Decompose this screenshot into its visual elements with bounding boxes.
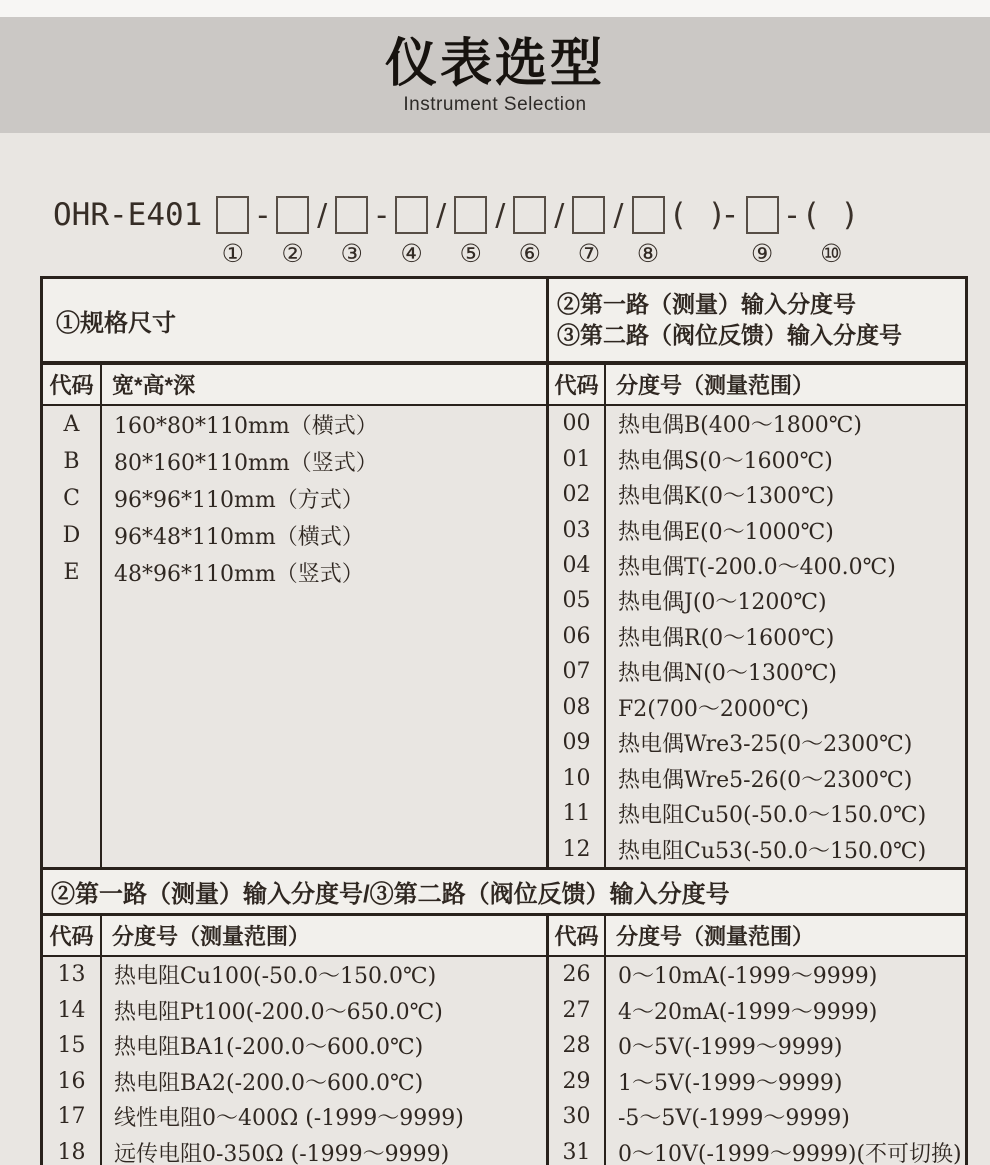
circled-number-label: ⑦ <box>577 239 601 268</box>
division-desc-cell: 热电阻BA1(-200.0～600.0℃) <box>114 1035 424 1061</box>
circled-number-label: ③ <box>340 239 363 268</box>
separator-glyph: / <box>436 197 447 233</box>
model-prefix-item <box>53 190 202 268</box>
division-desc-cell: 热电阻Cu53(-50.0～150.0℃) <box>618 838 927 864</box>
size-desc-cell: 160*80*110mm（横式） <box>114 414 378 439</box>
model-separator-item <box>257 190 268 268</box>
division-code-cell: 14 <box>57 997 86 1023</box>
model-separator-item <box>673 190 738 268</box>
division-code-cell: 31 <box>562 1139 591 1165</box>
division-code-cell: 17 <box>57 1104 86 1130</box>
model-number: OHR-E401 <box>53 197 203 233</box>
division-desc-cell: 热电偶T(-200.0～400.0℃) <box>618 555 896 581</box>
division-code-cell: 11 <box>562 801 591 827</box>
model-seq-top <box>613 190 623 240</box>
model-field-box-item <box>216 190 249 268</box>
separator-glyph: ( ) <box>805 197 858 233</box>
model-seq-top <box>276 190 309 240</box>
model-seq-top <box>787 190 798 240</box>
model-separator-item <box>613 190 623 268</box>
model-code-line <box>53 190 861 268</box>
division-code-cell: 15 <box>57 1033 86 1059</box>
table2-left-code-column <box>43 957 100 1165</box>
division-code-cell: 00 <box>562 411 591 437</box>
division-desc-cell: 远传电阻0-350Ω (-1999～9999) <box>114 1141 450 1165</box>
division-desc-cell: 0～10mA(-1999～9999) <box>618 964 878 990</box>
field-box <box>335 196 368 234</box>
table2-subheader-row <box>43 916 965 957</box>
division-desc-cell: 热电阻Pt100(-200.0～650.0℃) <box>114 999 443 1025</box>
table1-size-code-column <box>43 406 100 867</box>
division-desc-cell: 4～20mA(-1999～9999) <box>618 999 878 1025</box>
size-desc-cell: 80*160*110mm（竖式） <box>114 451 378 476</box>
separator-glyph: - <box>376 197 388 233</box>
circled-number-label: ⑩ <box>820 239 843 268</box>
model-seq-top <box>257 190 268 240</box>
title-banner <box>0 17 990 133</box>
size-desc-cell: 96*96*110mm（方式） <box>114 488 364 513</box>
separator-glyph: / <box>554 197 565 233</box>
model-field-box-item <box>632 190 665 268</box>
table2-header-text: ②第一路（测量）输入分度号/③第二路（阀位反馈）输入分度号 <box>51 881 730 908</box>
separator-glyph: / <box>613 197 624 233</box>
model-seq-top <box>335 190 368 240</box>
model-field-box-item <box>572 190 605 268</box>
division-code-cell: 29 <box>562 1068 591 1094</box>
division-desc-cell: 热电偶N(0～1300℃) <box>618 661 838 687</box>
division-code-cell: 03 <box>562 517 591 543</box>
model-seq-top <box>376 190 387 240</box>
division-desc-cell: 热电阻Cu50(-50.0～150.0℃) <box>618 803 927 829</box>
model-separator-item <box>787 190 798 268</box>
division-desc-cell: 热电偶Wre5-26(0～2300℃) <box>618 767 913 793</box>
size-code-cell: C <box>63 486 80 511</box>
model-seq-top <box>805 190 857 240</box>
division-desc-cell: 热电偶R(0～1600℃) <box>618 625 835 651</box>
division-code-cell: 07 <box>562 659 591 685</box>
model-separator-item <box>436 190 446 268</box>
model-seq-top <box>513 190 546 240</box>
model-field-box-item <box>335 190 368 268</box>
division-desc-cell: 热电偶E(0～1000℃) <box>618 519 834 545</box>
division-code-cell: 16 <box>57 1068 86 1094</box>
division-code-cell: 26 <box>562 962 591 988</box>
size-code-cell: E <box>63 560 80 585</box>
model-seq-top <box>554 190 564 240</box>
input-division-header-line2: ③第二路（阀位反馈）输入分度号 <box>557 322 902 348</box>
division-code-cell: 01 <box>562 446 591 472</box>
division-code-cell: 28 <box>562 1033 591 1059</box>
division-desc-cell: 热电偶S(0～1600℃) <box>618 448 833 474</box>
model-seq-top <box>317 190 327 240</box>
selection-table <box>40 276 968 1165</box>
field-box <box>632 196 665 234</box>
model-seq-top <box>495 190 505 240</box>
division-desc-cell: 热电阻BA2(-200.0～600.0℃) <box>114 1070 424 1096</box>
size-code-cell: B <box>63 449 80 474</box>
size-desc-cell: 96*48*110mm（横式） <box>114 525 364 550</box>
table2-range2-col-header: 分度号（测量范围） <box>604 916 965 955</box>
table2-range-col-header: 分度号（测量范围） <box>100 916 546 955</box>
circled-number-label: ⑨ <box>750 239 774 268</box>
division-code-cell: 06 <box>562 623 591 649</box>
model-field-box-item <box>513 190 546 268</box>
division-code-cell: 12 <box>562 836 591 862</box>
field-box <box>572 196 605 234</box>
division-code-cell: 10 <box>562 765 591 791</box>
division-code-cell: 09 <box>562 730 591 756</box>
division-code-cell: 27 <box>562 997 591 1023</box>
page-subtitle: Instrument Selection <box>403 93 587 115</box>
model-seq-top <box>746 190 779 240</box>
separator-glyph: - <box>257 197 269 233</box>
division-code-cell: 05 <box>562 588 591 614</box>
separator-glyph: - <box>786 197 798 233</box>
model-field-box-item <box>395 190 428 268</box>
model-field-box-item <box>746 190 779 268</box>
division-desc-cell: 热电偶J(0～1200℃) <box>618 590 827 616</box>
size-code-cell: A <box>63 412 80 437</box>
table1-division-code-column <box>546 406 604 867</box>
division-desc-cell: 热电阻Cu100(-50.0～150.0℃) <box>114 964 437 990</box>
model-separator-item <box>495 190 505 268</box>
spec-size-header: ①规格尺寸 <box>56 309 176 337</box>
division-desc-cell: 0～10V(-1999～9999)(不可切换) <box>618 1141 962 1165</box>
field-box <box>513 196 546 234</box>
model-seq-top <box>216 190 249 240</box>
table1-code2-col-header: 代码 <box>546 365 604 404</box>
model-seq-top <box>632 190 665 240</box>
separator-glyph: / <box>317 197 328 233</box>
circled-number-label: ① <box>221 239 245 268</box>
size-desc-cell: 48*96*110mm（竖式） <box>114 562 364 587</box>
division-code-cell: 04 <box>562 553 591 579</box>
circled-number-label: ⑤ <box>459 239 482 268</box>
table1-size-col-header: 宽*高*深 <box>100 365 546 404</box>
circled-number-label: ⑧ <box>636 239 660 268</box>
circled-number-label: ② <box>281 239 304 268</box>
model-seq-top <box>454 190 487 240</box>
table2-left-desc-column <box>100 957 546 1165</box>
division-desc-cell: -5～5V(-1999～9999) <box>618 1106 850 1132</box>
size-code-cell: D <box>62 523 81 548</box>
table1-body <box>43 406 965 867</box>
division-code-cell: 18 <box>57 1139 86 1165</box>
table1-header-row <box>43 279 965 365</box>
division-code-cell: 02 <box>562 482 591 508</box>
table2-body <box>43 957 965 1165</box>
model-separator-item <box>554 190 564 268</box>
field-box <box>216 196 249 234</box>
division-desc-cell: 线性电阻0～400Ω (-1999～9999) <box>114 1106 464 1132</box>
circled-number-label: ⑥ <box>518 239 541 268</box>
division-desc-cell: F2(700～2000℃) <box>618 696 810 722</box>
table2-right-code-column <box>546 957 604 1165</box>
field-box <box>454 196 487 234</box>
model-separator-item <box>805 190 857 268</box>
model-separator-item <box>317 190 327 268</box>
table2-code2-col-header: 代码 <box>546 916 604 955</box>
table2-code-col-header: 代码 <box>49 924 94 949</box>
division-code-cell: 13 <box>57 962 86 988</box>
separator-glyph: / <box>495 197 506 233</box>
page-title: 仪表选型 <box>384 34 605 93</box>
table1-division-desc-column <box>604 406 965 867</box>
field-box <box>395 196 428 234</box>
division-code-cell: 30 <box>562 1104 591 1130</box>
circled-number-label: ④ <box>400 239 423 268</box>
division-desc-cell: 热电偶Wre3-25(0～2300℃) <box>618 732 913 758</box>
table1-size-desc-column <box>100 406 546 867</box>
division-desc-cell: 热电偶B(400～1800℃) <box>618 413 862 439</box>
table2-right-desc-column <box>604 957 965 1165</box>
model-seq-top <box>673 190 738 240</box>
division-desc-cell: 热电偶K(0～1300℃) <box>618 484 835 510</box>
model-field-box-item <box>454 190 487 268</box>
model-seq-top <box>572 190 605 240</box>
division-desc-cell: 1～5V(-1999～9999) <box>618 1070 843 1096</box>
separator-glyph: ( )- <box>672 197 738 233</box>
model-prefix-top <box>53 190 202 240</box>
input-division-header-line1: ②第一路（测量）输入分度号 <box>557 291 856 317</box>
division-code-cell: 08 <box>562 694 591 720</box>
field-box <box>746 196 779 234</box>
model-seq-top <box>436 190 446 240</box>
model-field-box-item <box>276 190 309 268</box>
table2-header-row <box>43 867 965 916</box>
model-seq-top <box>395 190 428 240</box>
division-desc-cell: 0～5V(-1999～9999) <box>618 1035 843 1061</box>
field-box <box>276 196 309 234</box>
table1-code-col-header: 代码 <box>49 373 94 398</box>
top-strip <box>0 0 990 17</box>
model-separator-item <box>376 190 387 268</box>
table1-range-col-header: 分度号（测量范围） <box>604 365 965 404</box>
input-division-header <box>546 279 965 361</box>
table1-subheader-row <box>43 365 965 406</box>
